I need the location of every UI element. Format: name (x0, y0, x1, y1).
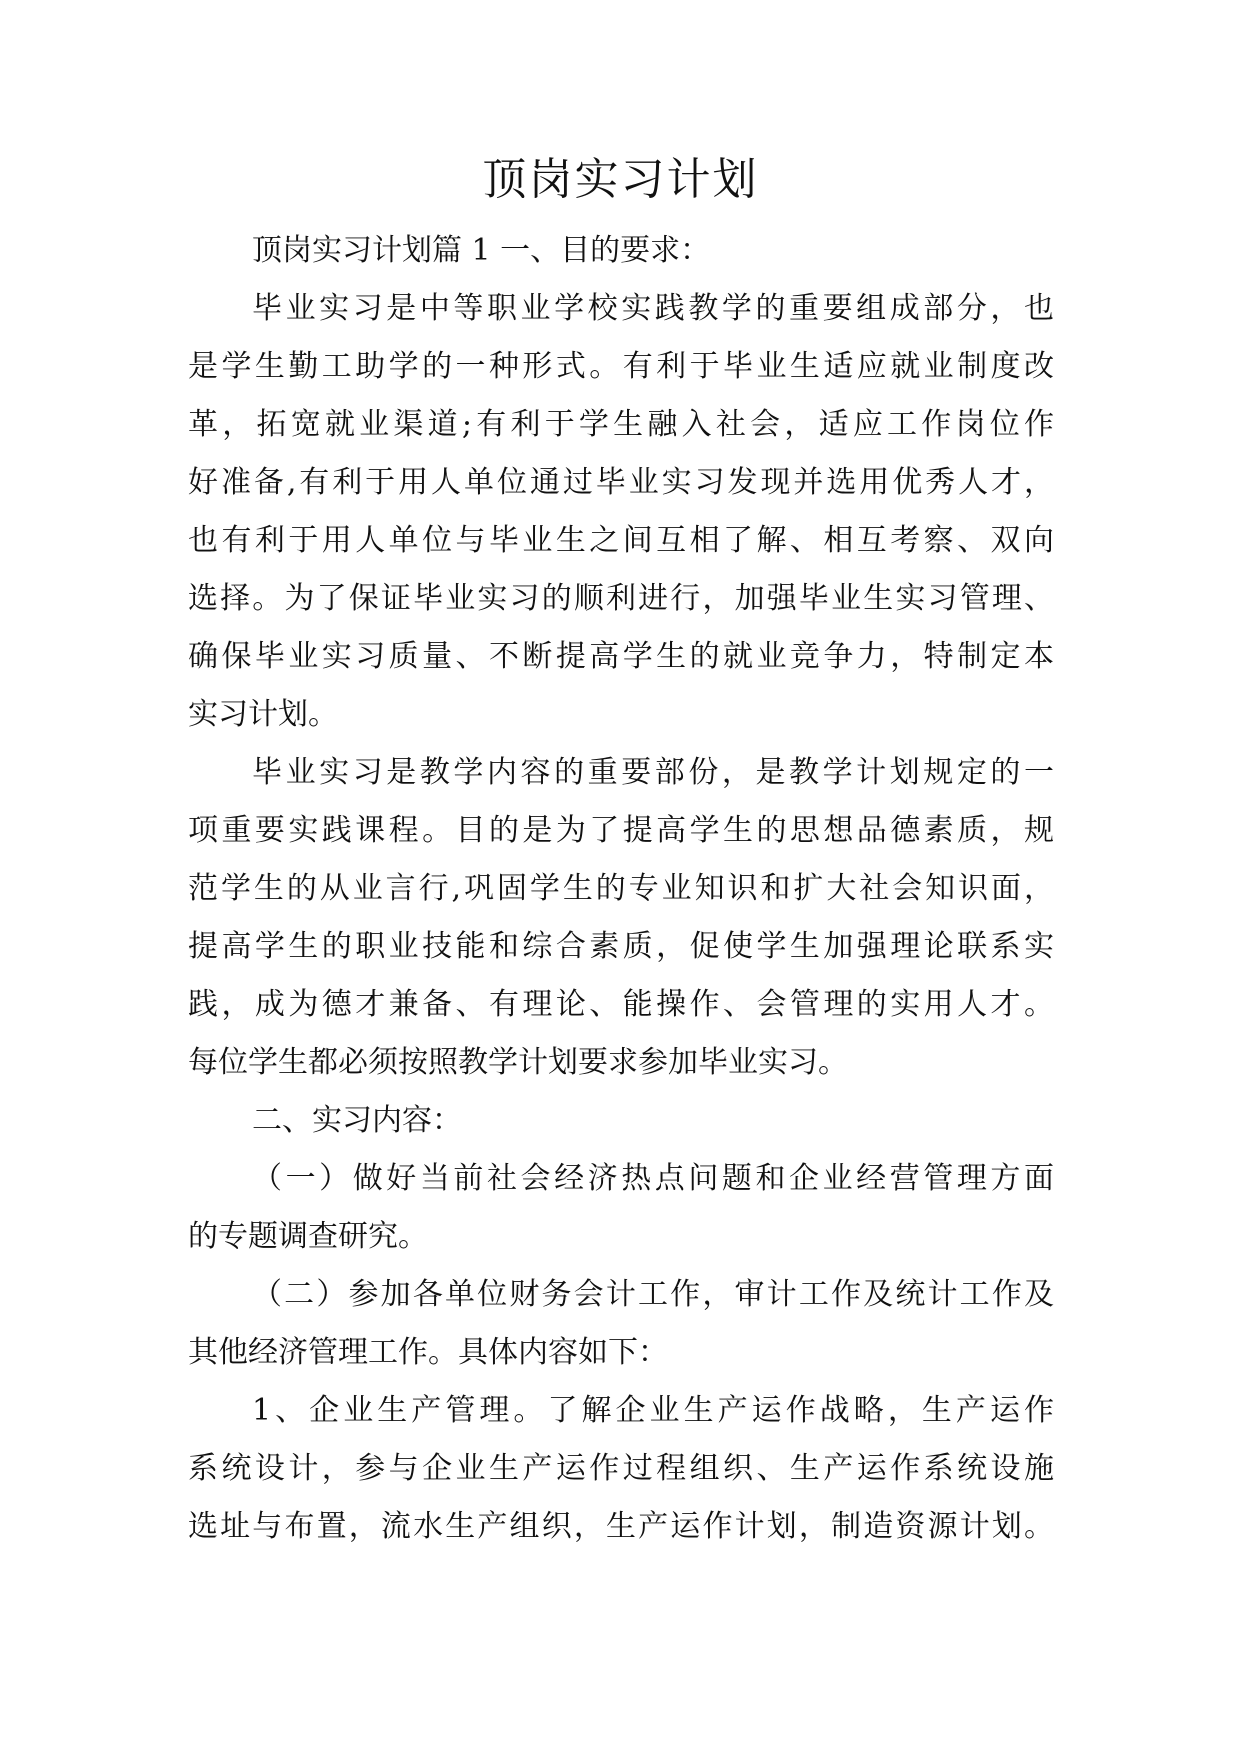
paragraph-line: 毕业实习是中等职业学校实践教学的重要组成部分，也 (252, 291, 1054, 326)
section-heading: 二、实习内容： (252, 1103, 462, 1138)
paragraph-line: 革，拓宽就业渠道;有利于学生融入社会，适应工作岗位作 (188, 407, 1054, 442)
paragraph-line: 1、企业生产管理。了解企业生产运作战略，生产运作 (252, 1393, 1054, 1428)
paragraph-line: 也有利于用人单位与毕业生之间互相了解、相互考察、双向 (188, 523, 1054, 558)
paragraph-line: 的专题调查研究。 (188, 1219, 428, 1254)
paragraph-line: 确保毕业实习质量、不断提高学生的就业竞争力，特制定本 (188, 639, 1054, 674)
paragraph-line: 项重要实践课程。目的是为了提高学生的思想品德素质，规 (188, 813, 1054, 848)
paragraph-line: 践，成为德才兼备、有理论、能操作、会管理的实用人才。 (188, 987, 1054, 1022)
paragraph-line: 系统设计，参与企业生产运作过程组织、生产运作系统设施 (188, 1451, 1054, 1486)
document-body (188, 222, 1054, 1556)
paragraph-line: （一）做好当前社会经济热点问题和企业经营管理方面 (252, 1161, 1054, 1196)
paragraph-line: 提高学生的职业技能和综合素质，促使学生加强理论联系实 (188, 929, 1054, 964)
paragraph-line: 是学生勤工助学的一种形式。有利于毕业生适应就业制度改 (188, 349, 1054, 384)
paragraph-line: 毕业实习是教学内容的重要部份，是教学计划规定的一 (252, 755, 1054, 790)
paragraph-line: 其他经济管理工作。具体内容如下： (188, 1335, 668, 1370)
document-title: 顶岗实习计划 (482, 154, 759, 205)
paragraph-line: 好准备,有利于用人单位通过毕业实习发现并选用优秀人才， (188, 465, 1054, 500)
paragraph-line: 每位学生都必须按照教学计划要求参加毕业实习。 (188, 1045, 848, 1080)
paragraph-line: 实习计划。 (188, 697, 338, 732)
paragraph-line: 顶岗实习计划篇 1 一、目的要求： (252, 233, 711, 268)
paragraph-line: 范学生的从业言行,巩固学生的专业知识和扩大社会知识面， (188, 871, 1054, 906)
paragraph-line: 选择。为了保证毕业实习的顺利进行，加强毕业生实习管理、 (188, 581, 1054, 616)
paragraph-line: 选址与布置，流水生产组织，生产运作计划，制造资源计划。 (188, 1509, 1054, 1544)
paragraph-line: （二）参加各单位财务会计工作，审计工作及统计工作及 (252, 1277, 1054, 1312)
